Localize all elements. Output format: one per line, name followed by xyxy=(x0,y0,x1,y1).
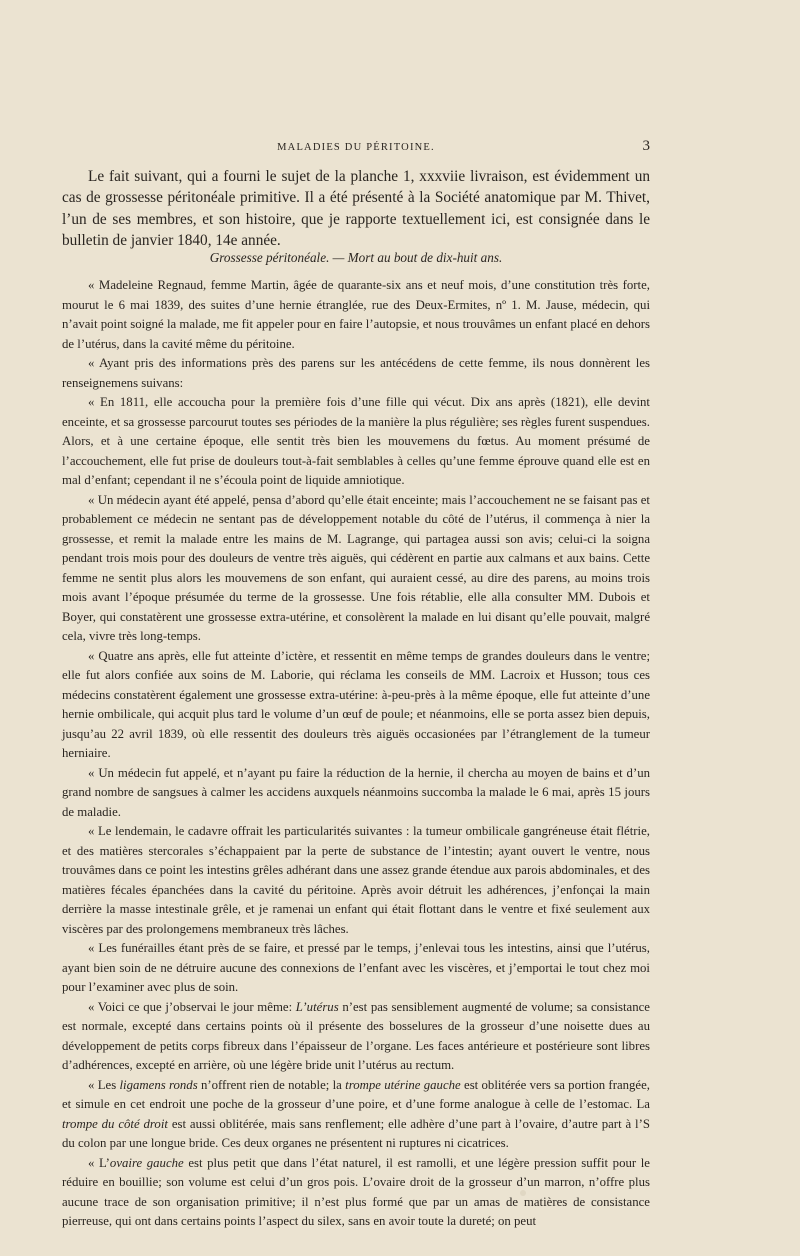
italic-term: trompe utérine gauche xyxy=(345,1077,461,1092)
text-run: « Les xyxy=(88,1077,120,1092)
section-title: Grossesse péritonéale. — Mort au bout de dix-huit ans. xyxy=(209,250,503,265)
body-text xyxy=(62,276,650,1232)
paragraph-ovaire xyxy=(62,1154,650,1232)
running-header xyxy=(62,140,650,158)
text-run: est aussi oblitérée, mais sans renflement; elle adhère d’une part à l’ovaire, d’autre part à l’S du colon par une longue bride. Ces deux organes ne présentent ni ruptures ni cicatrices. xyxy=(62,1116,650,1150)
running-title: MALADIES DU PÉRITOINE. xyxy=(277,142,435,153)
paragraph: « Les funérailles étant près de se faire, et pressé par le temps, j’enlevai tous les intestins, ainsi que l’utérus, ayant bien soin de ne détruire aucune des connexions de l’enfant avec les viscères, et j’emportai le tout chez moi pour l’examiner avec plus de soin. xyxy=(62,941,650,994)
italic-term: L’utérus xyxy=(295,999,339,1014)
text-run: « Voici ce que j’observai le jour même: xyxy=(88,999,296,1014)
italic-term: trompe du côté droit xyxy=(62,1116,168,1131)
intro-paragraph: Le fait suivant, qui a fourni le sujet de la planche 1, xxxviie livraison, est évidemment un cas de grossesse péritonéale primitive. Il a été présenté à la Société anatomique par M. Thivet, l’un de ses membres, et son histoire, que je rapporte textuellement ici, est consignée dans le bulletin de janvier 1840, 14e année. xyxy=(62,168,650,250)
italic-term: ovaire gauche xyxy=(109,1155,184,1170)
text-run: est oblitérée vers sa portion frangée, et simule en cet endroit une poche de la grosseur d’une poire, et d’une forme analogue à celle de l’estomac. La xyxy=(62,1077,650,1111)
paragraph: « Quatre ans après, elle fut atteinte d’ictère, et ressentit en même temps de grandes douleurs dans le ventre; elle fut alors confiée aux soins de M. Laborie, qui réclama les conseils de MM. Lacroix et Husson; tous ces médecins constatèrent également une grossesse extra-utérine: à-peu-près à la même époque, elle fut atteinte d’une hernie ombilicale, qui acquit plus tard le volume d’un œuf de poule; et néanmoins, elle se porta assez bien depuis, jusqu’au 22 avril 1839, où elle ressentit des douleurs très aiguës occasionées par l’étranglement de la tumeur herniaire. xyxy=(62,648,650,760)
text-run: n’offrent rien de notable; la xyxy=(197,1077,346,1092)
paragraph: « En 1811, elle accoucha pour la première fois d’une fille qui vécut. Dix ans après (1821), elle devint enceinte, et sa grossesse parcourut toutes ses périodes de la manière la plus régulière; ses règles furent suspendues. Alors, et à une certaine époque, elle sentit très bien les mouvemens du fœtus. Au moment présumé de l’accouchement, elle fut prise de douleurs tout-à-fait semblables à celles qu’une femme éprouve quand elle est en mal d’enfant; cependant il ne s’écoula point de liquide amniotique. xyxy=(62,395,650,487)
paragraph: « Un médecin fut appelé, et n’ayant pu faire la réduction de la hernie, il chercha au moyen de bains et d’un grand nombre de sangsues à calmer les accidens auxquels néanmoins succomba la malade le 6 mai, après 15 jours de maladie. xyxy=(62,765,650,819)
paragraph: « Madeleine Regnaud, femme Martin, âgée de quarante-six ans et neuf mois, d’une constitution très forte, mourut le 6 mai 1839, des suites d’une hernie étranglée, rue des Deux-Ermites, nº 1. M. Jause, médecin, qui n’avait point soigné la malade, me fit appeler pour en faire l’autopsie, et nous trouvâmes un enfant placé en dehors de l’utérus, dans la cavité même du péritoine. xyxy=(62,278,650,351)
paragraph: « Un médecin ayant été appelé, pensa d’abord qu’elle était enceinte; mais l’accouchement ne se faisant pas et probablement ce médecin ne sentant pas de développement notable du côté de l’utérus, il commença à nier la grossesse, et remit la malade entre les mains de M. Lagrange, qui partagea aussi son avis; celui-ci la soigna pendant trois mois pour des douleurs de ventre très aiguës, qui cédèrent en partie aux calmans et aux bains. Cette femme ne sentit plus alors les mouvemens de son enfant, qui auraient cessé, au dire des parens, au moins trois mois avant l’époque présumée du terme de la grossesse. Une fois rétablie, elle alla consulter MM. Dubois et Boyer, qui constatèrent une grossesse extra-utérine, et consolèrent la malade en lui disant qu’elle pouvait, malgré cela, vivre très long-temps. xyxy=(62,492,650,643)
paragraph: « Le lendemain, le cadavre offrait les particularités suivantes : la tumeur ombilicale gangréneuse était flétrie, et des matières stercorales s’échappaient par la perte de substance de l’intestin; ayant ouvert le ventre, nous trouvâmes dans ce point les intestins grêles adhérant dans une assez grande étendue aux parois abdominales, et des matières fécales épanchées dans la cavité du péritoine. Après avoir détruit les adhérences, j’enfonçai la main derrière la masse intestinale grêle, et je ramenai un enfant qui était flottant dans le ventre et fixé seulement aux viscères par des prolongemens membraneux très lâches. xyxy=(62,824,650,936)
text-run: est plus petit que dans l’état naturel, il est ramolli, et une légère pression suffit pour le réduire en bouillie; son volume est celui d’un gros pois. L’ovaire droit de la grosseur d’un marron, n’offre plus aucune trace de son organisation primitive; il n’est plus formé que par un amas de matières de consistance pierreuse, qui ont dans certains points l’aspect du silex, sans en avoir toute la dureté; on peut xyxy=(62,1155,650,1228)
italic-term: ligamens ronds xyxy=(119,1077,198,1092)
text-run: n’est pas sensiblement augmenté de volume; sa consistance est normale, excepté dans certains points où il présente des bosselures de la grosseur d’une noisette dues au développement de petits corps fibreux dans l’épaisseur de l’organe. Les faces antérieure et postérieure sont libres d’adhérences, excepté en arrière, où une légère bride unit l’utérus au rectum. xyxy=(62,999,650,1072)
page-number: 3 xyxy=(642,138,650,154)
paragraph: « Ayant pris des informations près des parens sur les antécédens de cette femme, ils nous donnèrent les renseignemens suivans: xyxy=(62,356,650,390)
paragraph-ligaments xyxy=(62,1076,650,1154)
paragraph-observation xyxy=(62,998,650,1076)
text-run: « L’ xyxy=(88,1155,110,1170)
